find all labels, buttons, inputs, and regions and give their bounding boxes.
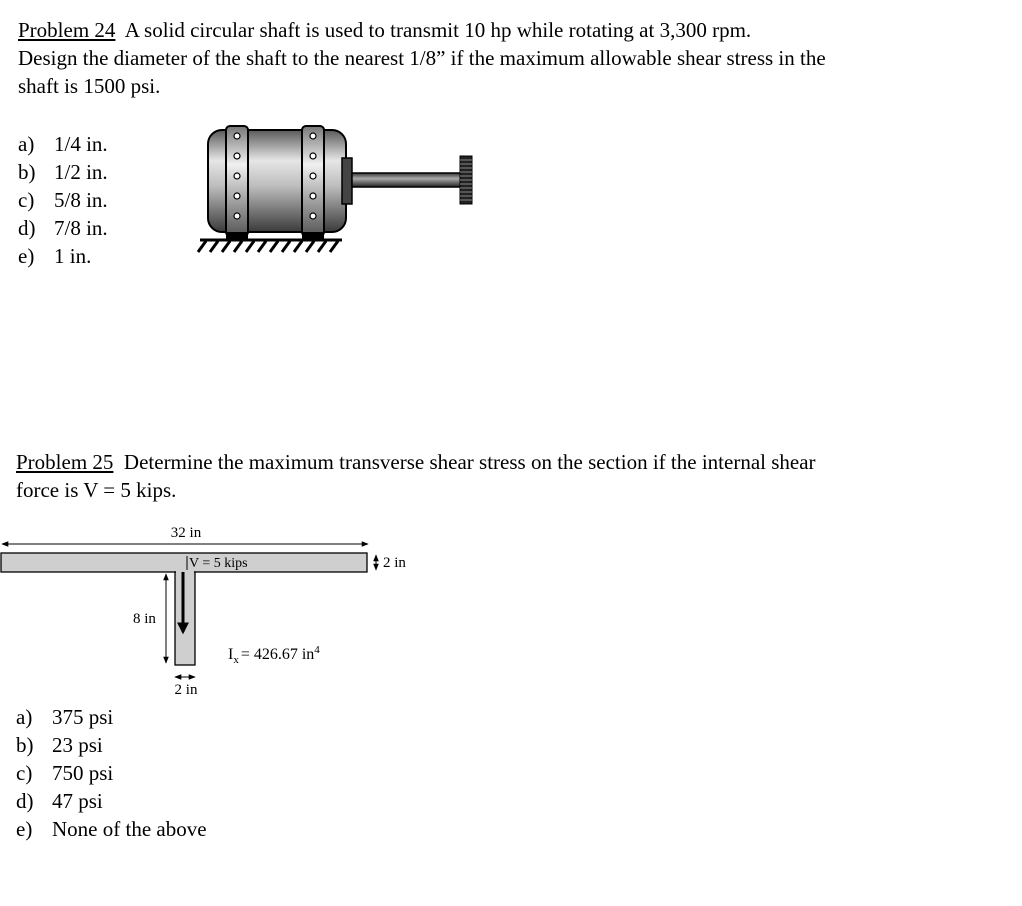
option-d[interactable] xyxy=(18,214,108,242)
option-text: 7/8 in. xyxy=(54,216,108,240)
option-letter: b) xyxy=(16,733,34,757)
option-text: 1/4 in. xyxy=(54,132,108,156)
problem-25-line-2: force is V = 5 kips. xyxy=(16,478,177,502)
option-text: 1/2 in. xyxy=(54,160,108,184)
shaft xyxy=(352,173,462,187)
option-text: None of the above xyxy=(52,817,207,841)
shear-label: V = 5 kips xyxy=(189,556,248,571)
problem-24-options xyxy=(18,130,108,270)
web-height-label: 8 in xyxy=(133,611,156,627)
option-text: 5/8 in. xyxy=(54,188,108,212)
option-a[interactable] xyxy=(18,130,108,158)
option-letter: d) xyxy=(16,789,34,813)
option-letter: d) xyxy=(18,216,36,240)
option-c[interactable] xyxy=(16,759,207,787)
t-section-figure xyxy=(0,518,440,700)
option-letter: e) xyxy=(18,244,35,268)
option-d[interactable] xyxy=(16,787,207,815)
web-width-label: 2 in xyxy=(174,682,198,698)
width-label: 32 in xyxy=(170,525,202,541)
problem-24-number: Problem 24 xyxy=(18,18,116,42)
problem-24-line-3: shaft is 1500 psi. xyxy=(18,74,161,98)
option-text: 47 psi xyxy=(52,789,103,813)
flange xyxy=(1,553,367,572)
option-letter: a) xyxy=(18,132,35,156)
problem-24-statement xyxy=(18,16,1008,100)
option-letter: a) xyxy=(16,705,33,729)
problem-25-text-1: Determine the maximum transverse shear stress on the section if the internal shear xyxy=(123,450,816,474)
inertia-exponent: 4 xyxy=(314,644,320,656)
option-a[interactable] xyxy=(16,703,207,731)
flange-thickness-label: 2 in xyxy=(383,555,406,571)
option-text: 1 in. xyxy=(54,244,92,268)
problem-25-number: Problem 25 xyxy=(16,450,114,474)
option-b[interactable] xyxy=(18,158,108,186)
option-text: 23 psi xyxy=(52,733,103,757)
motor-shaft-figure xyxy=(190,118,490,268)
inertia-symbol: I xyxy=(228,646,234,663)
problem-24-line-2: Design the diameter of the shaft to the nearest 1/8” if the maximum allowable shear stress in the xyxy=(18,46,826,70)
problem-25-statement xyxy=(16,448,1006,504)
option-letter: c) xyxy=(16,761,33,785)
option-text: 375 psi xyxy=(52,705,114,729)
option-e[interactable] xyxy=(18,242,108,270)
inertia-subscript: x xyxy=(233,654,239,666)
option-e[interactable] xyxy=(16,815,207,843)
option-letter: b) xyxy=(18,160,36,184)
problem-25-options xyxy=(16,703,207,843)
problem-24-text-1: A solid circular shaft is used to transmit 10 hp while rotating at 3,300 rpm. xyxy=(124,18,752,42)
problem-24-line-1 xyxy=(18,16,1008,44)
problem-25-line-1 xyxy=(16,448,1006,476)
option-text: 750 psi xyxy=(52,761,114,785)
option-letter: e) xyxy=(16,817,33,841)
ground-hatch xyxy=(198,241,338,252)
option-b[interactable] xyxy=(16,731,207,759)
option-letter: c) xyxy=(18,188,35,212)
motor-end-cap xyxy=(342,158,352,204)
inertia-value: = 426.67 in xyxy=(240,646,315,663)
option-c[interactable] xyxy=(18,186,108,214)
web xyxy=(175,572,195,665)
moment-of-inertia-label xyxy=(228,644,320,666)
